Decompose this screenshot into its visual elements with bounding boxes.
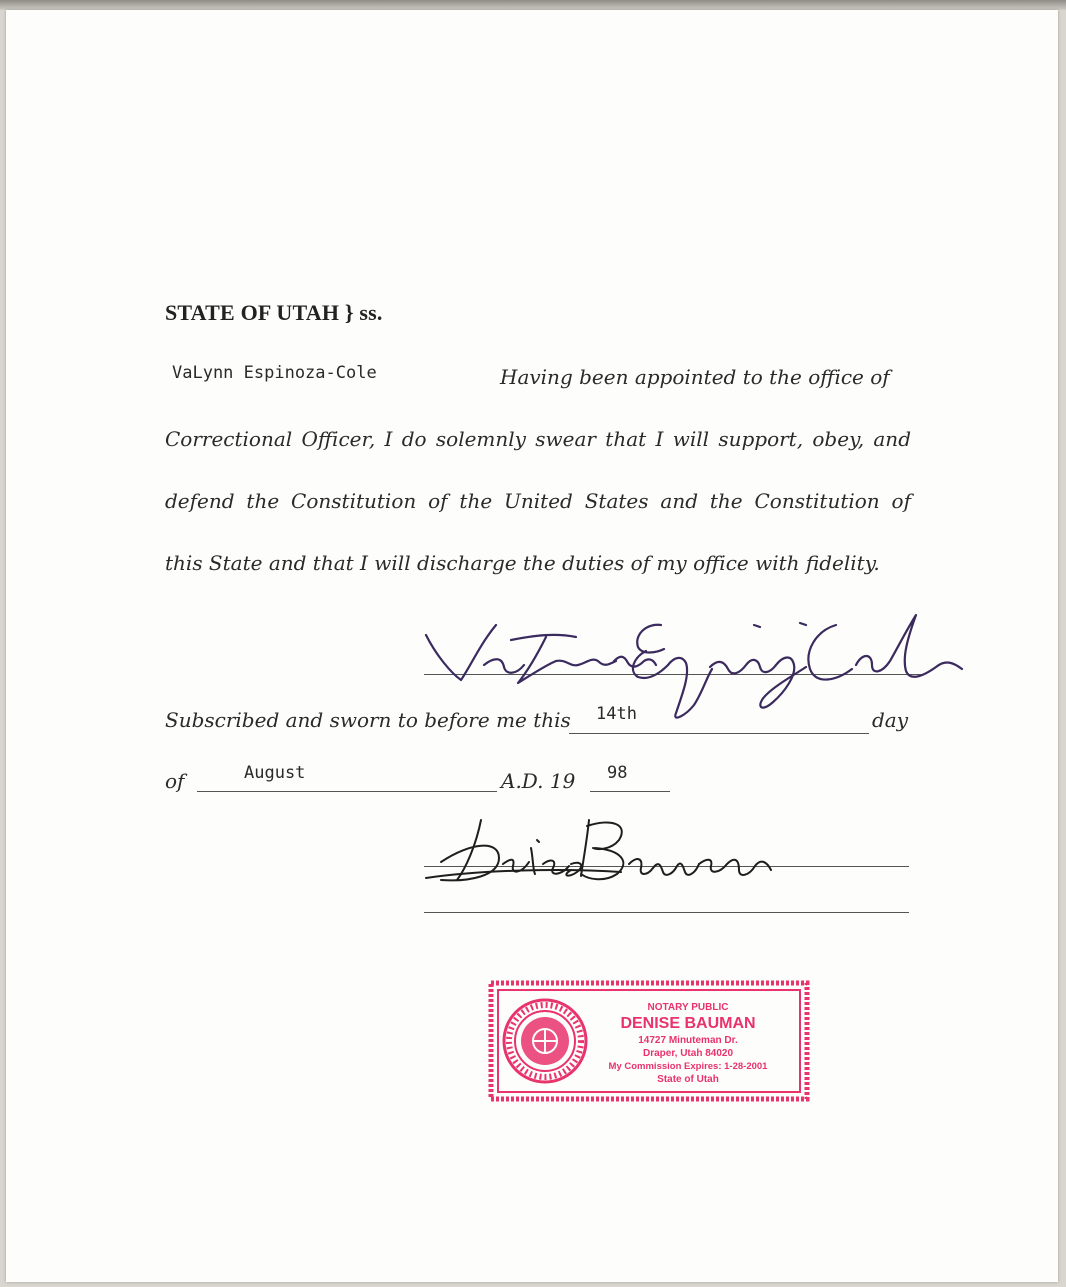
- month-value: August: [244, 763, 306, 783]
- day-value: 14th: [596, 704, 637, 724]
- venue-heading: STATE OF UTAH } ss.: [165, 300, 383, 325]
- ad-label: A.D. 19: [501, 769, 576, 793]
- seal-line-2: DENISE BAUMAN: [620, 1015, 756, 1032]
- notary-title-line: [424, 912, 909, 913]
- seal-line-3: 14727 Minuteman Dr.: [638, 1035, 738, 1046]
- seal-line-1: NOTARY PUBLIC: [647, 1002, 729, 1013]
- notary-seal-stamp: [488, 980, 810, 1102]
- subscribed-prefix: Subscribed and sworn to before me this: [165, 708, 571, 732]
- oath-line-1: Having been appointed to the office of: [500, 365, 890, 389]
- month-line: [197, 791, 497, 792]
- year-value: 98: [607, 763, 628, 783]
- seal-line-5: My Commission Expires: 1-28-2001: [608, 1061, 768, 1072]
- year-line: [590, 791, 670, 792]
- oath-line-4: this State and that I will discharge the duties of my office with fidelity.: [165, 551, 880, 575]
- appointee-name: VaLynn Espinoza-Cole: [172, 363, 377, 383]
- of-label: of: [165, 769, 185, 793]
- oath-line-2: Correctional Officer, I do solemnly swear that I will support, obey, and: [165, 427, 911, 451]
- seal-line-4: Draper, Utah 84020: [642, 1048, 734, 1059]
- day-line: [569, 733, 869, 734]
- oath-document: [6, 10, 1058, 1282]
- seal-line-6: State of Utah: [657, 1074, 719, 1085]
- scan-top-edge: [0, 0, 1066, 10]
- day-suffix: day: [872, 708, 909, 732]
- notary-signature: [421, 800, 781, 900]
- oath-line-3: defend the Constitution of the United States and the Constitution of: [165, 489, 911, 513]
